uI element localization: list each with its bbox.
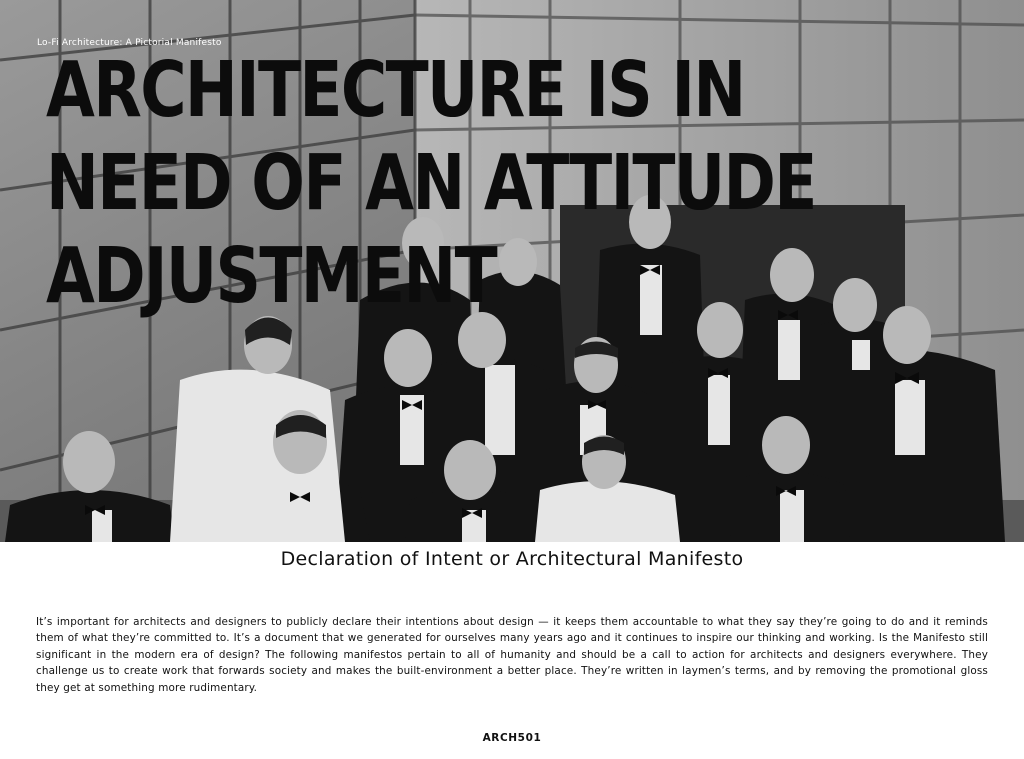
section-subtitle: Declaration of Intent or Architectural Manifesto	[280, 548, 744, 570]
page-title	[46, 44, 816, 323]
headline-line-2: NEED OF AN ATTITUDE	[46, 139, 816, 228]
body-paragraph: It’s important for architects and designers to publicly declare their intentions about design — it keeps them accountable to what they say they’re going to do and it reminds them of what they’re committed to. It’s a document that we generated for ourselves many years ago and it continues to inspire our thinking and working. Is the Manifesto still significant in the modern era of design? The following manifestos pertain to all of humanity and should be a call to action for architects and designers everywhere. They challenge us to create work that forwards society and makes the built-environment a better place. They’re written in laymen’s terms, and by removing the promotional gloss they get at something more rudimentary.	[36, 616, 988, 694]
headline-line-1: ARCHITECTURE IS IN	[46, 46, 745, 135]
page-footer: ARCH501	[482, 732, 542, 744]
headline-line-3: ADJUSTMENT	[46, 232, 497, 321]
running-head: Lo-Fi Architecture: A Pictorial Manifesto	[37, 38, 222, 48]
